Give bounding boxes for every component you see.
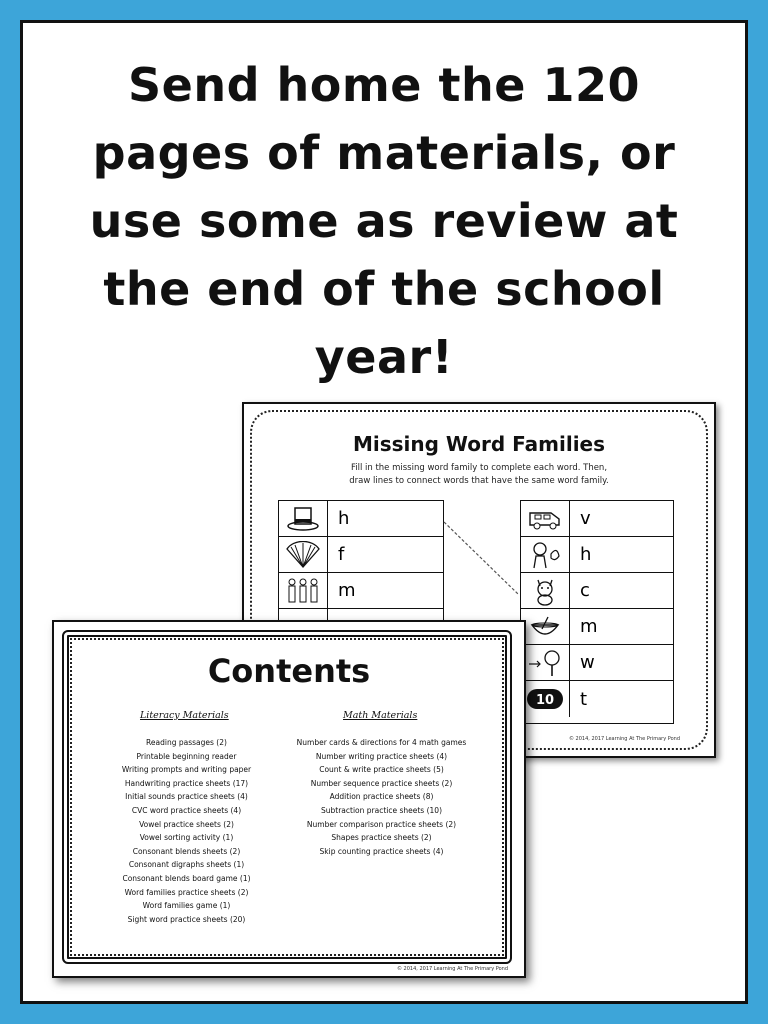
instructions-line: Fill in the missing word family to complete each word. Then, bbox=[350, 463, 608, 473]
headline-line: Send home the 120 bbox=[128, 58, 640, 112]
list-item: Sight word practice sheets (20) bbox=[127, 914, 246, 924]
word-row bbox=[279, 573, 443, 609]
list-item: Reading passages (2) bbox=[146, 738, 227, 747]
literacy-list bbox=[94, 736, 279, 926]
contents-worksheet bbox=[52, 620, 526, 978]
word-row bbox=[279, 501, 443, 537]
list-item: Shapes practice sheets (2) bbox=[331, 833, 432, 843]
tree-wind-icon bbox=[521, 645, 570, 680]
instructions-line: draw lines to connect words that have the same word family. bbox=[349, 476, 609, 486]
list-item: Consonant digraphs sheets (1) bbox=[128, 860, 245, 870]
word-letter: v bbox=[580, 508, 591, 529]
headline bbox=[23, 51, 745, 391]
cat-icon bbox=[521, 573, 570, 608]
worksheet-instructions bbox=[304, 462, 654, 488]
word-letter: h bbox=[338, 508, 350, 529]
list-item: CVC word practice sheets (4) bbox=[131, 805, 242, 815]
headline-line: use some as review at bbox=[89, 194, 679, 248]
math-list bbox=[279, 736, 484, 858]
hen-boy-icon bbox=[521, 537, 570, 572]
word-letter: f bbox=[338, 544, 345, 565]
ten-icon bbox=[521, 681, 570, 717]
list-item: Vowel practice sheets (2) bbox=[139, 819, 234, 829]
headline-line: year! bbox=[314, 330, 454, 384]
list-item: Number cards & directions for 4 math games bbox=[296, 738, 467, 747]
word-letter: m bbox=[338, 580, 356, 601]
list-item: Vowel sorting activity (1) bbox=[139, 833, 234, 843]
literacy-heading: Literacy Materials bbox=[140, 710, 229, 721]
list-item: Consonant blends board game (1) bbox=[122, 873, 251, 883]
right-word-grid bbox=[520, 500, 674, 724]
hat-icon bbox=[279, 501, 328, 536]
list-item: Word families game (1) bbox=[142, 901, 231, 911]
headline-line: pages of materials, or bbox=[92, 126, 676, 180]
list-item: Subtraction practice sheets (10) bbox=[321, 805, 442, 815]
list-item: Initial sounds practice sheets (4) bbox=[125, 792, 248, 802]
word-row bbox=[521, 645, 673, 681]
list-item: Writing prompts and writing paper bbox=[121, 765, 252, 775]
worksheet-title: Missing Word Families bbox=[352, 432, 606, 456]
word-letter: w bbox=[580, 652, 595, 673]
list-item: Number comparison practice sheets (2) bbox=[306, 819, 457, 829]
list-item: Count & write practice sheets (5) bbox=[319, 765, 444, 775]
list-item: Number writing practice sheets (4) bbox=[315, 751, 448, 761]
word-row bbox=[521, 537, 673, 573]
men-icon bbox=[279, 573, 328, 608]
van-icon bbox=[521, 501, 570, 536]
word-row bbox=[521, 609, 673, 645]
word-letter: h bbox=[580, 544, 592, 565]
list-item: Handwriting practice sheets (17) bbox=[124, 778, 249, 788]
list-item: Skip counting practice sheets (4) bbox=[319, 846, 444, 856]
word-letter: m bbox=[580, 616, 598, 637]
list-item: Consonant blends sheets (2) bbox=[132, 846, 241, 856]
word-letter: t bbox=[580, 688, 588, 710]
ten-icon-text: 10 bbox=[535, 693, 555, 708]
headline-line: the end of the school bbox=[103, 262, 665, 316]
fan-icon bbox=[279, 537, 328, 572]
word-row bbox=[521, 681, 673, 717]
contents-title: Contents bbox=[207, 652, 371, 690]
list-item: Number sequence practice sheets (2) bbox=[310, 778, 453, 788]
list-item: Addition practice sheets (8) bbox=[329, 792, 434, 802]
word-letter: c bbox=[580, 580, 590, 601]
word-row bbox=[521, 573, 673, 609]
list-item: Printable beginning reader bbox=[136, 751, 237, 761]
connector-line bbox=[442, 518, 520, 598]
math-heading: Math Materials bbox=[343, 710, 418, 721]
list-item: Word families practice sheets (2) bbox=[124, 887, 249, 897]
copyright: © 2014, 2017 Learning At The Primary Pond bbox=[396, 966, 508, 972]
copyright: © 2014, 2017 Learning At The Primary Pond bbox=[568, 736, 680, 742]
mix-bowl-icon bbox=[521, 609, 570, 644]
word-row bbox=[521, 501, 673, 537]
word-row bbox=[279, 537, 443, 573]
